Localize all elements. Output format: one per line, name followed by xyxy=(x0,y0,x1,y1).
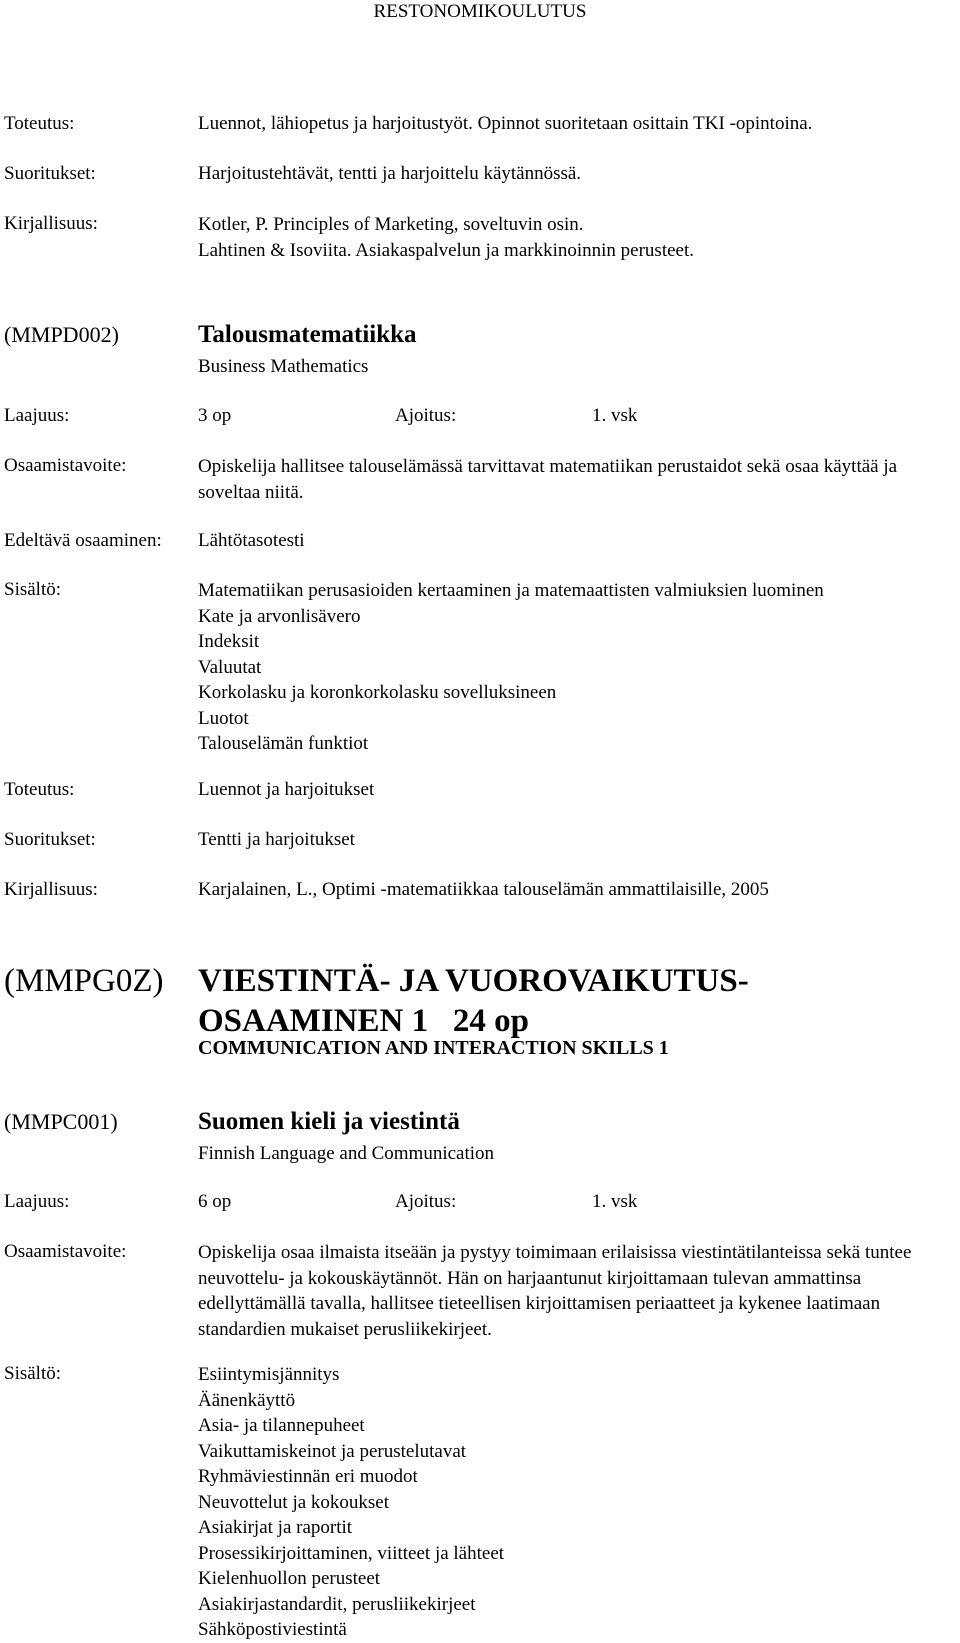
course-code: (MMPD002) xyxy=(4,322,119,347)
sisalto-item: Vaikuttamiskeinot ja perustelutavat xyxy=(198,1440,467,1462)
sisalto-item: Kielenhuollon perusteet xyxy=(198,1568,381,1589)
kirjallisuus-item: Lahtinen & Isoviita. Asiakaspalvelun ja markkinoinnin perusteet. xyxy=(198,239,694,261)
sisalto-item: Valuutat xyxy=(198,656,262,678)
module-title-line1: VIESTINTÄ- JA VUOROVAIKUTUS- xyxy=(198,963,749,999)
sisalto-item: Kate ja arvonlisävero xyxy=(198,605,361,627)
suoritukset-label: Suoritukset: xyxy=(4,829,96,850)
sisalto-item: Asiakirjat ja raportit xyxy=(198,1517,353,1538)
ajoitus-label: Ajoitus: xyxy=(395,1191,457,1212)
ajoitus-label: Ajoitus: xyxy=(395,405,457,426)
edeltava-label: Edeltävä osaaminen: xyxy=(4,530,162,551)
sisalto-item: Indeksit xyxy=(198,631,260,652)
sisalto-item: Matematiikan perusasioiden kertaaminen ja matemaattisten valmiuksien luominen xyxy=(198,580,824,601)
toteutus-value: Luennot, lähiopetus ja harjoitustyöt. Opinnot suoritetaan osittain TKI -opintoina. xyxy=(198,113,813,134)
course-subtitle: Finnish Language and Communication xyxy=(198,1143,495,1164)
suoritukset-value: Tentti ja harjoitukset xyxy=(198,829,355,850)
kirjallisuus-label: Kirjallisuus: xyxy=(4,213,98,234)
sisalto-item: Sähköpostiviestintä xyxy=(198,1619,347,1640)
kirjallisuus-label: Kirjallisuus: xyxy=(4,879,98,900)
page-header: RESTONOMIKOULUTUS xyxy=(373,1,587,22)
sisalto-item: Esiintymisjännitys xyxy=(198,1364,340,1385)
suoritukset-value: Harjoitustehtävät, tentti ja harjoittelu käytännössä. xyxy=(198,163,582,184)
toteutus-label: Toteutus: xyxy=(4,779,75,800)
sisalto-item: Asiakirjastandardit, perusliikekirjeet xyxy=(198,1593,476,1615)
module-subtitle: COMMUNICATION AND INTERACTION SKILLS 1 xyxy=(198,1037,669,1059)
course-subtitle: Business Mathematics xyxy=(198,356,369,377)
osaamistavoite-value: Opiskelija hallitsee talouselämässä tarvittavat matematiikan perustaidot sekä osaa käyttää ja soveltaa niitä. xyxy=(198,456,898,503)
sisalto-item: Äänenkäyttö xyxy=(198,1389,296,1411)
toteutus-label: Toteutus: xyxy=(4,113,75,134)
sisalto-list xyxy=(198,1362,504,1643)
laajuus-label: Laajuus: xyxy=(4,405,70,426)
module-code: (MMPG0Z) xyxy=(4,963,164,999)
sisalto-item: Luotot xyxy=(198,707,249,729)
module-title-line2: OSAAMINEN 1 24 op xyxy=(198,1003,529,1039)
sisalto-label: Sisältö: xyxy=(4,1363,62,1384)
sisalto-item: Ryhmäviestinnän eri muodot xyxy=(198,1466,418,1487)
course-code: (MMPC001) xyxy=(4,1109,118,1134)
sisalto-item: Korkolasku ja koronkorkolasku sovelluksineen xyxy=(198,682,557,703)
course-title: Talousmatematiikka xyxy=(198,321,417,348)
osaamistavoite-label: Osaamistavoite: xyxy=(4,455,127,476)
laajuus-label: Laajuus: xyxy=(4,1191,70,1212)
ajoitus-value: 1. vsk xyxy=(592,1191,638,1212)
suoritukset-label: Suoritukset: xyxy=(4,163,96,184)
sisalto-list xyxy=(198,578,824,757)
laajuus-value: 6 op xyxy=(198,1191,232,1212)
toteutus-value: Luennot ja harjoitukset xyxy=(198,779,375,800)
edeltava-value: Lähtötasotesti xyxy=(198,530,305,551)
kirjallisuus-value: Karjalainen, L., Optimi -matematiikkaa talouselämän ammattilaisille, 2005 xyxy=(198,879,769,900)
sisalto-item: Neuvottelut ja kokoukset xyxy=(198,1491,390,1513)
course-title: Suomen kieli ja viestintä xyxy=(198,1108,460,1135)
osaamistavoite-value: Opiskelija osaa ilmaista itseään ja pystyy toimimaan erilaisissa viestintätilanteissa sekä tuntee neuvottelu- ja kokouskäytännöt. Hän on harjaantunut kirjoittamaan tulevan ammattinsa edellyttämällä tavalla, hallitsee tieteellisen kirjoittamisen periaatteet ja kykenee laatimaan standardien mukaiset perusliikekirjeet. xyxy=(198,1242,912,1340)
sisalto-item: Prosessikirjoittaminen, viitteet ja lähteet xyxy=(198,1542,505,1564)
laajuus-value: 3 op xyxy=(198,405,232,426)
sisalto-label: Sisältö: xyxy=(4,579,62,600)
ajoitus-value: 1. vsk xyxy=(592,405,638,426)
sisalto-item: Asia- ja tilannepuheet xyxy=(198,1415,365,1436)
sisalto-item: Talouselämän funktiot xyxy=(198,733,369,754)
osaamistavoite-label: Osaamistavoite: xyxy=(4,1241,127,1262)
kirjallisuus-item: Kotler, P. Principles of Marketing, soveltuvin osin. xyxy=(198,214,584,235)
kirjallisuus-list xyxy=(198,212,694,263)
